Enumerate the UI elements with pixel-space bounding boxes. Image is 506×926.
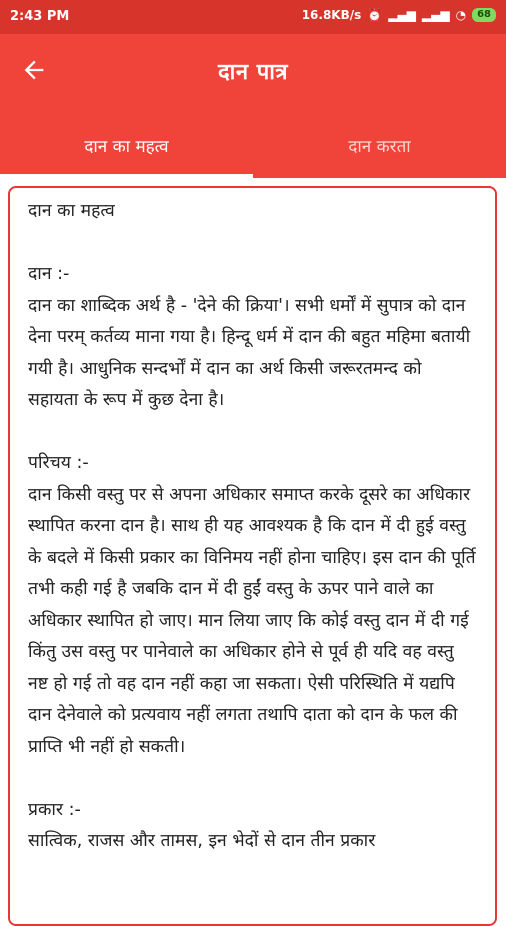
wifi-icon: ◔ [455, 8, 467, 22]
article-text: दान का महत्व दान :- दान का शाब्दिक अर्थ है - 'देने की क्रिया'। सभी धर्मों में सुपात्र को दान देना परम् कर्तव्य माना गया है। हिन्दू धर्म में दान की बहुत महिमा बतायी गयी है। आधुनिक सन्दर्भों में दान का अर्थ किसी जरूरतमन्द को सहायता के रूप में कुछ देना है। परिचय :- दान किसी वस्तु पर से अपना अधिकार समाप्त करके दूसरे का अधिकार स्थापित करना दान है। साथ ही यह आवश्यक है कि दान में दी हुई वस्तु के बदले में किसी प्रकार का विनिमय नहीं होना चाहिए। इस दान की पूर्ति तभी कही गई है जबकि दान में दी हुईं वस्तु के ऊपर पाने वाले का अधिकार स्थापित हो जाए। मान लिया जाए कि कोई वस्तु दान में दी गई किंतु उस वस्तु पर पानेवाले का अधिकार होने से पूर्व ही यदि वह वस्तु नष्ट हो गई तो वह दान नहीं कहा जा सकता। ऐसी परिस्थिति में यद्यपि दान देनेवाले को प्रत्यवाय नहीं लगता तथापि दाता को दान के फल की प्राप्ति भी नहीं हो सकती। प्रकार :- सात्विक, राजस और तामस, इन भेदों से दान तीन प्रकार [28, 201, 476, 851]
tab-indicator [0, 174, 253, 178]
page-title: दान पात्र [217, 60, 289, 85]
network-speed: 16.8KB/s [301, 8, 362, 22]
tab-donor[interactable] [253, 114, 506, 178]
signal-icon: ▂▄▆ [388, 8, 416, 22]
tab-donor-label: दान करता [348, 137, 411, 157]
tab-importance-label: दान का महत्व [84, 137, 169, 157]
tab-bar [0, 114, 506, 178]
app-toolbar [0, 34, 506, 114]
content-card[interactable] [8, 186, 497, 926]
signal-icon-2: ▂▄▆ [421, 8, 450, 22]
alarm-icon: ⏰ [367, 8, 383, 22]
battery-icon: 68 [472, 8, 496, 22]
status-bar [0, 0, 506, 34]
status-icons [302, 8, 496, 22]
status-time: 2:43 PM [10, 9, 70, 24]
tab-importance[interactable] [0, 114, 253, 178]
